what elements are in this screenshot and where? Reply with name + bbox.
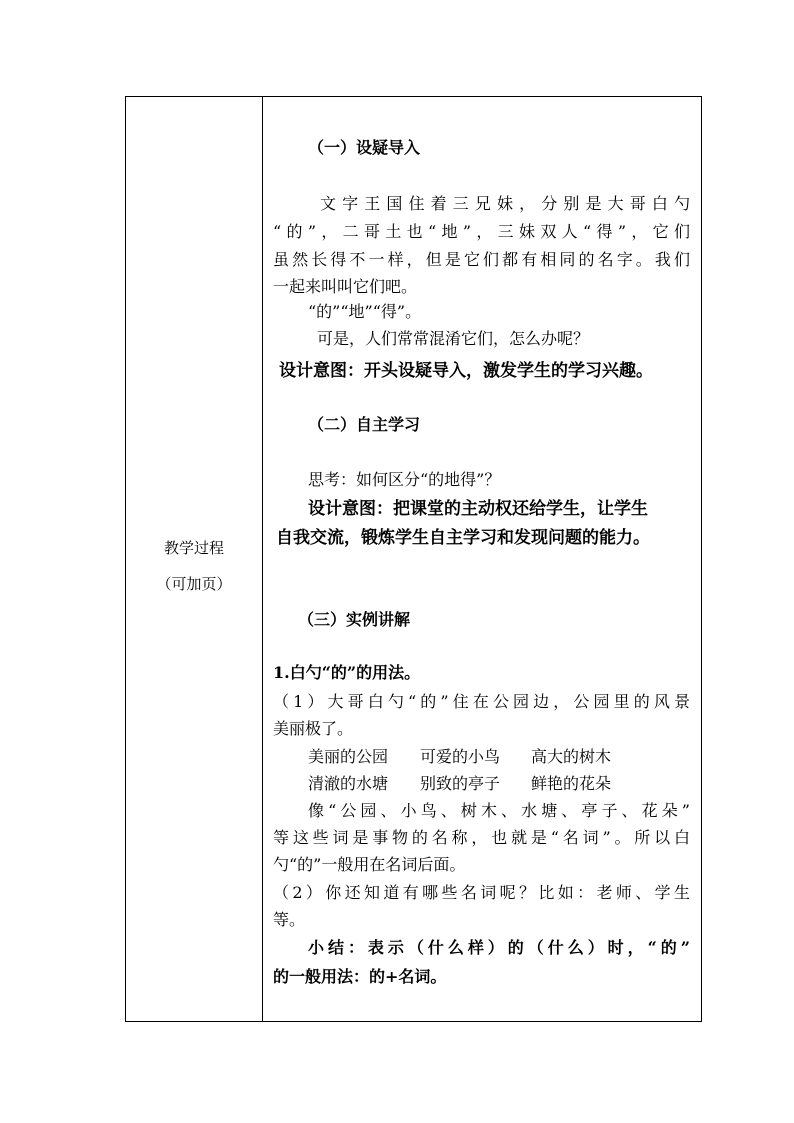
section3-heading: （三）实例讲解 [298,610,411,629]
example2-line2: 等。 [273,910,306,929]
point1-title: 1.白勺“的”的用法。 [273,663,421,682]
section2-intent-line1: 设计意图：把课堂的主动权还给学生，让学生 [308,499,648,519]
section2-intent-line2: 自我交流，锻炼学生自主学习和发现问题的能力。 [276,528,650,548]
summary-line2: 的一般用法：的+名词。 [273,967,447,986]
noun-paragraph-line3: 勺“的”一般用在名词后面。 [273,855,466,874]
example2-line1: （2）你还知道有哪些名词呢？比如：老师、学生 [273,883,690,902]
phrase-row1-item1: 美丽的公园 [308,747,389,766]
section1-paragraph-line1: 文字王国住着三兄妹，分别是大哥白勺 [320,194,690,213]
section1-heading: （一）设疑导入 [308,138,421,157]
section1-paragraph-line2: “的”，二哥土也“地”，三妹双人“得”，它们 [273,222,690,241]
section1-paragraph-line4: 一起来叫叫它们吧。 [273,277,418,296]
section1-paragraph-line3: 虽然长得不一样，但是它们都有相同的名字。我们 [273,250,690,269]
section1-design-intent: 设计意图：开头设疑导入，激发学生的学习兴趣。 [279,361,653,381]
section2-heading: （二）自主学习 [308,415,421,434]
section2-think: 思考：如何区分“的地得”？ [308,470,501,489]
section1-paragraph2: “的”“地”“得”。 [308,302,422,321]
section1-paragraph3: 可是，人们常常混淆它们，怎么办呢？ [317,329,590,348]
example1-line1: （1）大哥白勺“的”住在公园边，公园里的风景 [273,692,690,711]
phrase-row2-item1: 清澈的水塘 [308,774,389,793]
phrase-row2-item3: 鲜艳的花朵 [531,774,612,793]
noun-paragraph-line1: 像“公园、小鸟、树木、水塘、亭子、花朵” [308,801,690,820]
label-column [126,97,262,1021]
phrase-row1-item2: 可爱的小鸟 [420,747,501,766]
noun-paragraph-line2: 等这些词是事物的名称，也就是“名词”。所以白 [273,828,690,847]
lesson-table [125,96,702,1022]
summary-line1: 小结：表示（什么样）的（什么）时，“的” [308,938,690,957]
phrase-row1-item3: 高大的树木 [531,747,612,766]
column-divider [262,97,263,1021]
phrase-row2-item2: 别致的亭子 [420,774,501,793]
row-label-title: 教学过程 [163,539,224,557]
example1-line2: 美丽极了。 [273,719,354,738]
row-label-note: （可加页） [156,575,232,593]
